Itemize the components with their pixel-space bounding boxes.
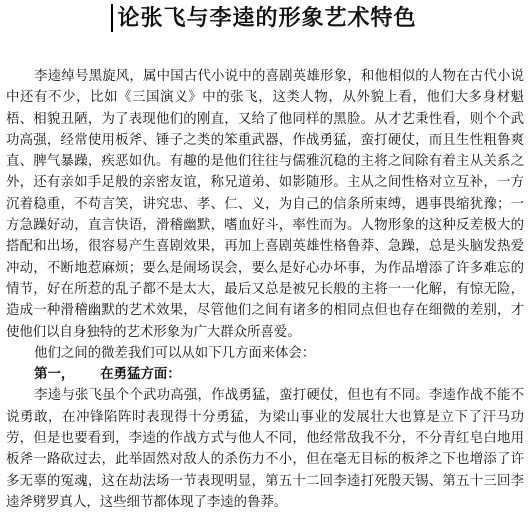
- document-body: [6, 66, 524, 513]
- title-area: [0, 4, 528, 32]
- section-paragraph: 李逵与张飞虽个个武功高强，作战勇猛，蛮打硬仗，但也有不同。李逵作战不能不说勇敢，在冲锋陷阵时表现得十分勇猛，为梁山事业的发展壮大也算是立下了汗马功劳，但是也要看到，李逵的作战方式与他人不同，他经常敌我不分，不分青红皂白地用板斧一路砍过去，此举固然对敌人的杀伤力不小，但在毫无目标的板斧之下也增添了许多无辜的冤魂，这在劫法场一节表现明显，第五十二回李逵打死殷天锡、第五十三回李逵斧劈罗真人，这些细节都体现了李逵的鲁莽。: [6, 388, 524, 510]
- document-title: 论张飞与李逵的形象艺术特色: [111, 4, 416, 32]
- section-heading: [6, 364, 524, 385]
- section-heading-text: 在勇猛方面：: [100, 367, 181, 383]
- intro-paragraph: 李逵绰号黑旋风，属中国古代小说中的喜剧英雄形象，和他相似的人物在古代小说中还有不少，比如《三国演义》中的张飞，这类人物，从外貌上看，他们大多身材魁梧、相貌丑陋，为了表现他们的刚直，又给了他同样的黑脸。从才艺秉性看，则个个武功高强，经常使用板斧、锤子之类的笨重武器，作战勇猛，蛮打硬仗，而且生性粗鲁爽直、脾气暴躁，疾恶如仇。有趣的是他们往往与儒雅沉稳的主将之间除有着主从关系之外，还有亲如手足般的亲密友谊，称兄道弟、如影随形。主从之间性格对立互补，一方沉着稳重，不苟言笑，讲究忠、孝、仁、义，为自己的信条所束缚，遇事畏缩犹豫；一方急躁好动，直言快语，滑稽幽默，嗜血好斗，率性而为。人物形象的这种反差极大的搭配和出场，很容易产生喜剧效果，再加上喜剧英雄性格鲁莽、急躁，总是头脑发热爱冲动，不断地惹麻烦；要么是闹场误会，要么是好心办坏事，为作品增添了许多难忘的情节，好在所惹的乱子都不是太大，最后又总是被兄长般的主将一一化解，有惊无险，造成一种滑稽幽默的艺术效果，尽管他们之间有诸多的相同点但也存在细微的差别，才使他们以自身独特的艺术形象为广大群众所喜爱。: [6, 69, 524, 340]
- transition-paragraph: 他们之间的微差我们可以从如下几方面来体会：: [34, 345, 316, 361]
- section-number: 第一，: [34, 367, 75, 383]
